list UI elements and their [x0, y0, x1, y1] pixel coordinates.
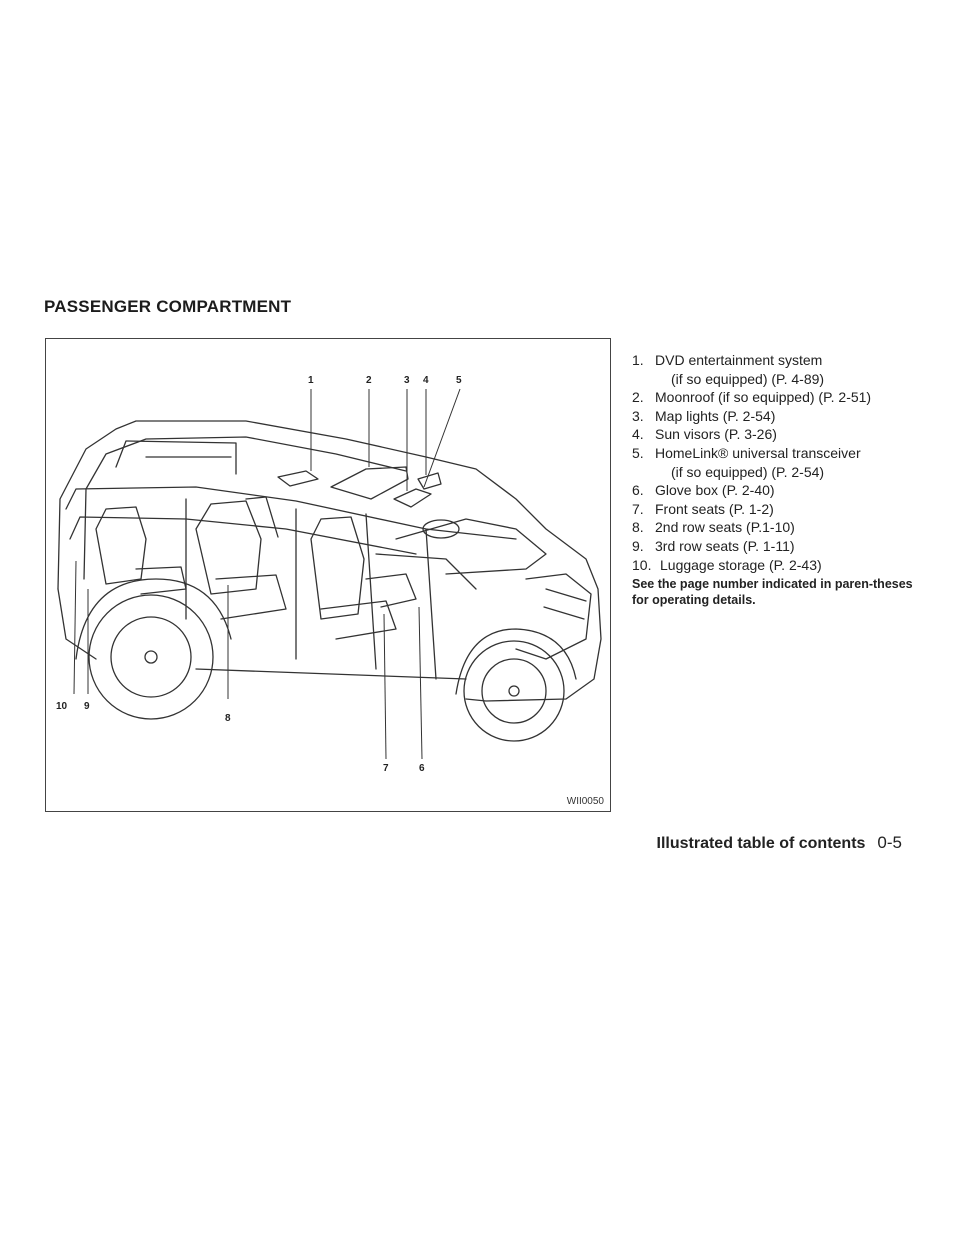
list-item: 5. HomeLink® universal transceiver	[632, 444, 861, 461]
callout-6: 6	[419, 763, 425, 774]
passenger-compartment-illustration	[45, 338, 611, 812]
section-title: PASSENGER COMPARTMENT	[44, 297, 292, 316]
vehicle-cutaway-drawing	[46, 339, 612, 813]
callout-8: 8	[225, 713, 231, 724]
callout-3: 3	[404, 375, 410, 386]
list-item: 8. 2nd row seats (P.1-10)	[632, 519, 795, 536]
callout-9: 9	[84, 701, 90, 712]
callout-4: 4	[423, 375, 429, 386]
list-item: 10. Luggage storage (P. 2-43)	[632, 556, 822, 573]
list-item: 1. DVD entertainment system	[632, 352, 823, 368]
callout-5: 5	[456, 375, 462, 386]
page-number: 0-5	[877, 833, 902, 852]
component-list	[632, 351, 932, 608]
list-item-continuation: (if so equipped) (P. 2-54)	[671, 463, 825, 480]
list-item: 7. Front seats (P. 1-2)	[632, 500, 774, 517]
operating-details-note: See the page number indicated in paren-theses for operating details.	[632, 577, 913, 608]
list-item: 3. Map lights (P. 2-54)	[632, 407, 776, 424]
list-item: 6. Glove box (P. 2-40)	[632, 482, 775, 499]
callout-1: 1	[308, 375, 314, 386]
page-footer	[657, 833, 903, 853]
list-item: 9. 3rd row seats (P. 1-11)	[632, 537, 795, 554]
list-item-continuation: (if so equipped) (P. 4-89)	[671, 370, 825, 387]
callout-2: 2	[366, 375, 372, 386]
figure-code: WII0050	[566, 796, 604, 807]
list-item: 2. Moonroof (if so equipped) (P. 2-51)	[632, 389, 872, 406]
callout-10: 10	[56, 701, 68, 712]
callout-7: 7	[383, 763, 389, 774]
list-item: 4. Sun visors (P. 3-26)	[632, 426, 777, 443]
footer-title: Illustrated table of contents	[656, 835, 866, 852]
